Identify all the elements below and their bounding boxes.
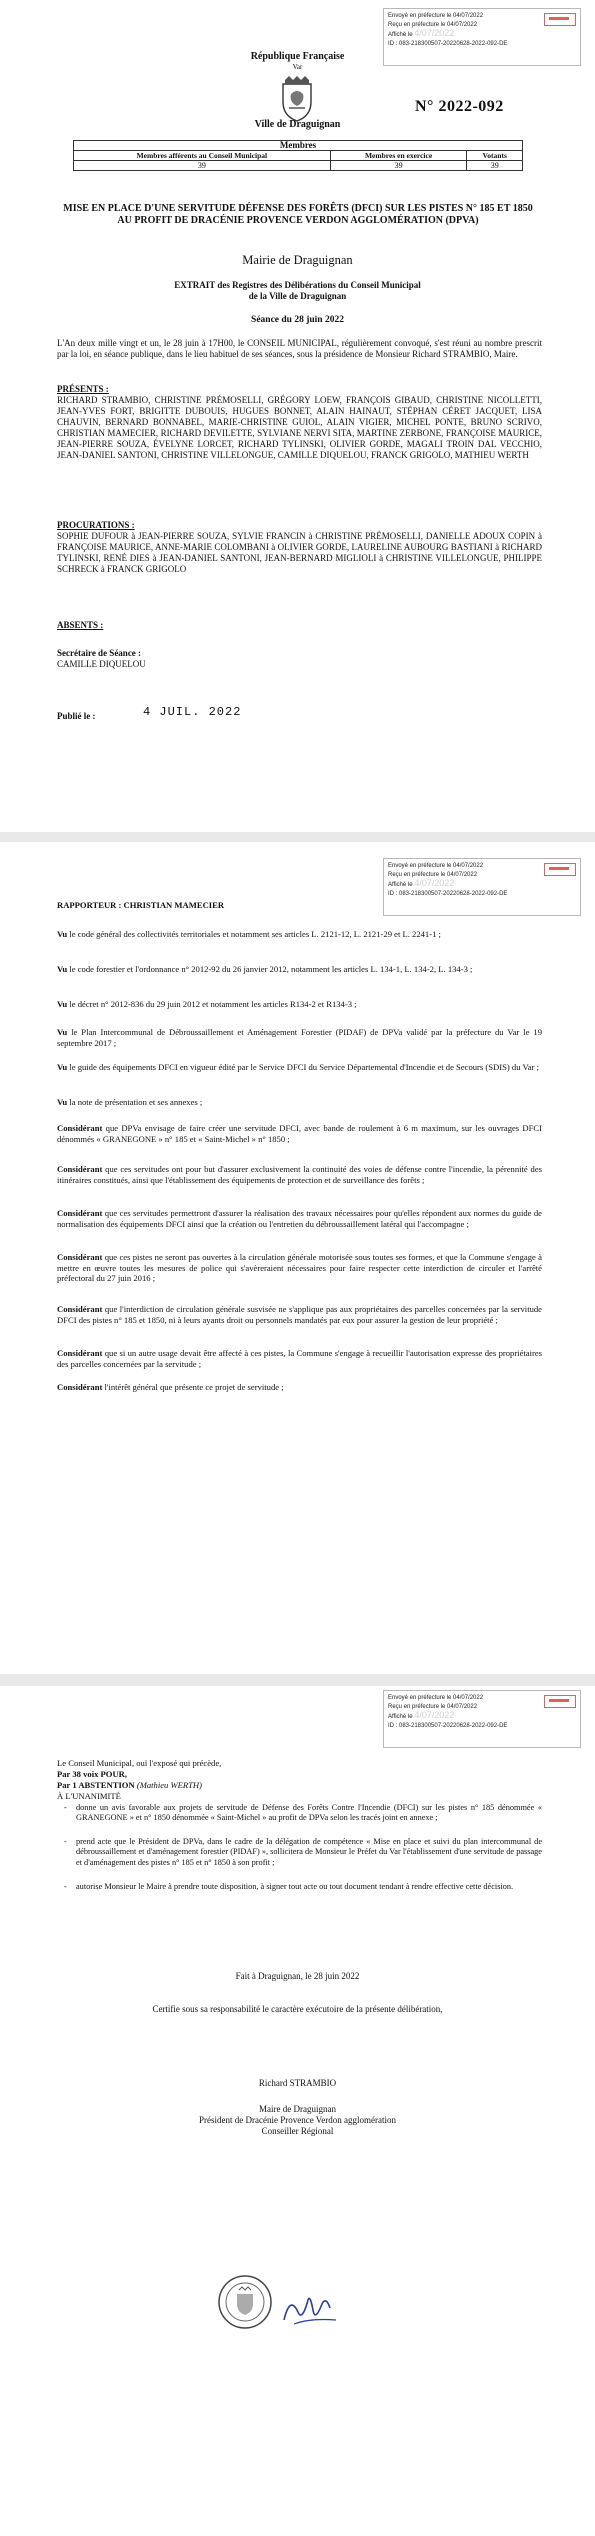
republique-label: République Française <box>250 51 345 62</box>
stamp-logo-icon <box>544 863 576 876</box>
stamp-posted: Affiché le 4/07/2022 <box>388 29 455 39</box>
stamp-received: Reçu en préfecture le 04/07/2022 <box>388 21 478 28</box>
para-vu-note: Vu la note de présentation et ses annexes ; <box>57 1097 203 1107</box>
stamp-logo-icon <box>544 1695 576 1708</box>
procurations-label: PROCURATIONS : <box>57 520 135 530</box>
presents-list: RICHARD STRAMBIO, CHRISTINE PRÉMOSELLI, GRÉGORY LOEW, FRANÇOIS GIBAUD, CHRISTINE NICOLLETTI, JEAN-YVES FORT, BRIGITTE DUBOUIS, HUGUES BONNET, ALAIN HAINAUT, STÉPHAN CÉRET JACQUET, LISA CHAUVIN, BERNARD BONNABEL, MARIE-CHRISTINE GUIOL, ALAIN VIGIER, MICHEL PONTE, BRUNO SCRIVO, CHRISTIAN MAMECIER, RICHARD DEVILETTE, SYLVIANE NERVI SITA, MARTINE ZERBONE, FRANÇOISE MAURICE, JEAN-PIERRE SOUZA, ÉVELYNE LORCET, RICHARD TYLINSKI, OLIVIER GORDE, MAGALI TROIN DAL VECCHIO, JEAN-DANIEL SANTONI, CHRISTINE VILLELONGUE, CAMILLE DIQUELOU, FRANCK GRIGOLO, MATHIEU WERTH <box>57 395 542 460</box>
vote-unanimite: À L'UNANIMITÉ <box>57 1791 121 1801</box>
prefecture-stamp: Envoyé en préfecture le 04/07/2022 Reçu en préfecture le 04/07/2022 Affiché le 4/07/2022 ID : 083-218300507-20220628-2022-092-DE <box>383 1690 581 1748</box>
secretaire-label: Secrétaire de Séance : <box>57 648 142 658</box>
members-title: Membres <box>74 141 523 151</box>
signatory-name: Richard STRAMBIO <box>258 2078 337 2088</box>
department-label: Var <box>292 63 303 71</box>
signature-icon <box>280 2290 340 2330</box>
vote-abstention: Par 1 ABSTENTION (Mathieu WERTH) <box>57 1780 202 1790</box>
members-exercice-value: 39 <box>330 161 467 171</box>
signatory-role-president: Président de Dracénie Provence Verdon agglomération <box>198 2115 396 2125</box>
prefecture-stamp: Envoyé en préfecture le 04/07/2022 Reçu en préfecture le 04/07/2022 Affiché le 4/07/2022 ID : 083-218300507-20220628-2022-092-DE <box>383 858 581 916</box>
para-considerant-continuite: Considérant que ces servitudes ont pour but d'assurer exclusivement la continuité des voies de défense contre l'incendie, la pérennité des itinéraires constitués, ainsi que l'établissement des équipements de protection et de surveillance des forêts ; <box>57 1164 542 1185</box>
members-col-exercice: Membres en exercice <box>330 151 467 161</box>
decision-item-autorise: - autorise Monsieur le Maire à prendre toute disposition, à signer tout acte ou tout document tendant à rendre effective cette décision. <box>64 1882 514 1891</box>
para-considerant-servitude: Considérant que DPVa envisage de faire créer une servitude DFCI, avec bande de roulement à 6 m maximum, sur les ouvrages DFCI dénommés « GRANEGONE » n° 185 et « Saint-Michel » n° 1850 ; <box>57 1123 542 1144</box>
presents-label: PRÉSENTS : <box>57 384 109 394</box>
stamp-id: ID : 083-218300507-20220628-2022-092-DE <box>388 40 508 47</box>
publie-label: Publié le : <box>57 711 96 721</box>
para-vu-guide: Vu le guide des équipements DFCI en vigueur édité par le Service DFCI du Service Départemental d'Incendie et de Secours (SDIS) du Var ; <box>57 1062 539 1072</box>
intro-paragraph: L'An deux mille vingt et un, le 28 juin à 17H00, le CONSEIL MUNICIPAL, régulièrement convoqué, s'est réuni au nombre prescrit par la loi, en séance publique, dans le lieu habituel de ses séances, sous la présidence de Monsieur Richard STRAMBIO, Maire. <box>57 338 542 359</box>
para-vu-decret: Vu le décret n° 2012-836 du 29 juin 2012 et notamment les articles R134-2 et R134-3 ; <box>57 999 357 1009</box>
certifie-text: Certifie sous sa responsabilité le caractère exécutoire de la présente délibération, <box>152 2004 443 2014</box>
para-vu-code-forestier: Vu le code forestier et l'ordonnance n° 2012-92 du 26 janvier 2012, notamment les articles L. 134-1, L. 134-2, L. 134-3 ; <box>57 964 473 974</box>
para-considerant-usage: Considérant que si un autre usage devait être affecté à ces pistes, la Commune s'engage à recueillir l'autorisation expresse des propriétaires des parcelles concernées par la servitude ; <box>57 1348 542 1369</box>
signatory-role-maire: Maire de Draguignan <box>259 2104 336 2114</box>
signatory-role-conseiller: Conseiller Régional <box>261 2126 334 2136</box>
seance-date: Séance du 28 juin 2022 <box>251 315 344 325</box>
para-considerant-interet: Considérant l'intérêt général que présente ce projet de servitude ; <box>57 1382 284 1392</box>
stamp-sent: Envoyé en préfecture le 04/07/2022 <box>388 13 484 19</box>
publie-date-stamp: 4 JUIL. 2022 <box>143 705 242 719</box>
official-seal-icon <box>217 2274 273 2330</box>
para-vu-cgct: Vu le code général des collectivités territoriales et notamment ses articles L. 2121-12, L. 2121-29 et L. 2241-1 ; <box>57 929 441 939</box>
stamp-logo-icon <box>544 13 576 26</box>
decision-item-avis: - donne un avis favorable aux projets de servitude de Défense des Forêts Contre l'Incendie (DFCI) sur les pistes n° 185 dénommée « GRANEGONE » et n° 1850 dénommée « Saint-Michel » au profit de DPVa selon les tracés joint en annexe ; <box>64 1803 542 1823</box>
members-col-votants: Votants <box>467 151 523 161</box>
para-considerant-proprietaires: Considérant que l'interdiction de circulation générale susvisée ne s'applique pas aux propriétaires des parcelles concernées par la servitude DFCI des pistes n° 185 et 1850, ni à leurs ayants droit ou personnels mandatés par eux pour assurer la gestion de leur propriété ; <box>57 1304 542 1325</box>
page-2 <box>0 842 595 1674</box>
mairie-heading: Mairie de Draguignan <box>242 253 353 267</box>
secretaire-section <box>57 648 542 670</box>
vote-pour: Par 38 voix POUR, <box>57 1769 128 1779</box>
members-votants-value: 39 <box>467 161 523 171</box>
deliberation-title: MISE EN PLACE D'UNE SERVITUDE DÉFENSE DES FORÊTS (DFCI) SUR LES PISTES N° 185 ET 1850 AU PROFIT DE DRACÉNIE PROVENCE VERDON AGGLOMÉRATION (DPVA) <box>63 203 533 226</box>
conseil-intro: Le Conseil Municipal, ouï l'exposé qui précède, <box>57 1758 222 1768</box>
presents-section <box>57 384 542 461</box>
para-considerant-circulation: Considérant que ces pistes ne seront pas ouvertes à la circulation générale motorisée sous toutes ses formes, et que la Commune s'engage à mettre en œuvre toutes les mesures de police qui s'avèreraient nécessaires pour faire respecter cette interdiction de circuler et l'arrêté préfectoral du 27 juin 2016 ; <box>57 1252 542 1284</box>
fait-a: Fait à Draguignan, le 28 juin 2022 <box>235 1971 360 1981</box>
members-table <box>73 140 523 171</box>
signatory-block <box>0 2078 595 2137</box>
procurations-section <box>57 520 542 575</box>
para-vu-pidaf: Vu le Plan Intercommunal de Débroussaillement et Aménagement Forestier (PIDAF) de DPVa validé par la préfecture du Var le 19 septembre 2017 ; <box>57 1027 542 1048</box>
absents-label: ABSENTS : <box>57 620 104 630</box>
members-col-afferents: Membres afférents au Conseil Municipal <box>74 151 331 161</box>
secretaire-name: CAMILLE DIQUELOU <box>57 659 146 669</box>
procurations-list: SOPHIE DUFOUR à JEAN-PIERRE SOUZA, SYLVIE FRANCIN à CHRISTINE PRÉMOSELLI, DANIELLE ADOUX COPIN à FRANÇOISE MAURICE, ANNE-MARIE COLOMBANI à OLIVIER GORDE, LAURELINE AUBOURG BASTIANI à RICHARD TYLINSKI, RENÉ DIES à JEAN-DANIEL SANTONI, JEAN-BERNARD MIGLIOLI à CHRISTINE VILLELONGUE, PHILIPPE SCHRECK à FRANCK GRIGOLO <box>57 531 542 574</box>
deliberation-number: N° 2022-092 <box>415 98 504 115</box>
city-name: Ville de Draguignan <box>254 119 341 130</box>
city-crest-icon <box>277 76 317 122</box>
page-3 <box>0 1686 595 2536</box>
page-1 <box>0 0 595 832</box>
members-afferents-value: 39 <box>74 161 331 171</box>
rapporteur-line: RAPPORTEUR : CHRISTIAN MAMECIER <box>57 900 225 910</box>
decision-item-prend-acte: - prend acte que le Président de DPVa, dans le cadre de la délégation de compétence « Mise en place et suivi du plan intercommunal de débroussaillement et d'aménagement forestier (PIDAF) », sollicitera de Monsieur le Préfet du Var l'établissement d'une servitude de passage et d'aménagement des pistes n° 185 et n° 1850 à son profit ; <box>64 1837 542 1867</box>
para-considerant-travaux: Considérant que ces servitudes permettront d'assurer la réalisation des travaux nécessaires pour qu'elles répondent aux normes du guide de normalisation des équipements DFCI ainsi que la création ou l'entretien du débroussaillement latéral qui l'accompagne ; <box>57 1208 542 1229</box>
extrait-heading: EXTRAIT des Registres des Délibérations du Conseil Municipal de la Ville de Draguignan <box>174 280 421 301</box>
